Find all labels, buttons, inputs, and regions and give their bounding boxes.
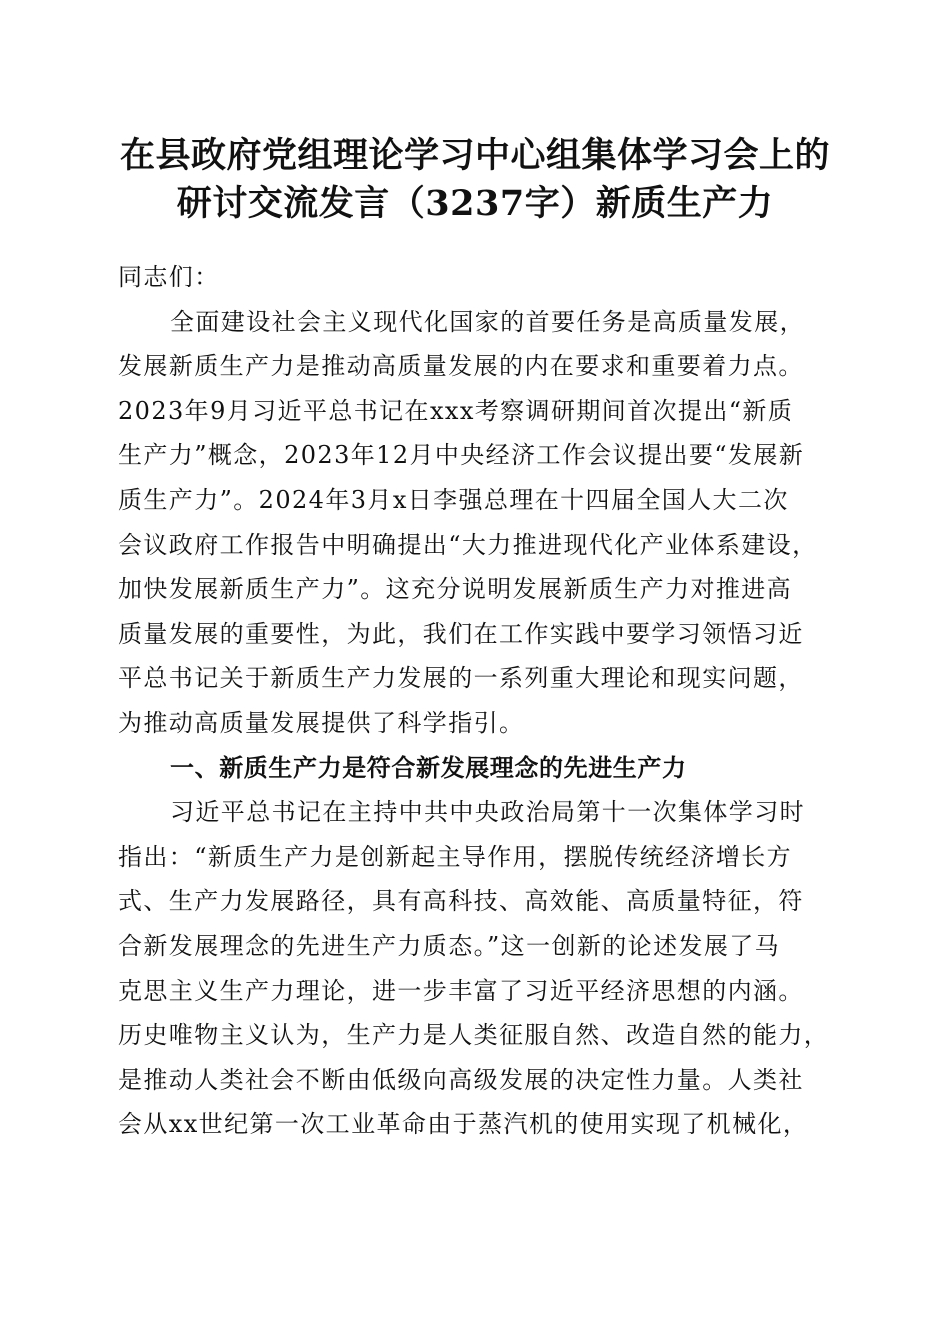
section-heading-1: 一、新质生产力是符合新发展理念的先进生产力 bbox=[170, 753, 687, 782]
paragraph-1 bbox=[118, 300, 838, 746]
paragraph-line: 式、生产力发展路径，具有高科技、高效能、高质量特征，符 bbox=[118, 887, 804, 916]
paragraph-line: 生产力”概念，2023年12月中央经济工作会议提出要“发展新 bbox=[118, 441, 805, 470]
paragraph-line: 加快发展新质生产力”。这充分说明发展新质生产力对推进高 bbox=[118, 575, 793, 604]
paragraph-line: 为推动高质量发展提供了科学指引。 bbox=[118, 708, 525, 737]
paragraph-line: 平总书记关于新质生产力发展的一系列重大理论和现实问题， bbox=[118, 664, 804, 693]
paragraph-line: 会议政府工作报告中明确提出“大力推进现代化产业体系建设， bbox=[118, 530, 818, 559]
document-body bbox=[118, 255, 838, 1147]
paragraph-line: 质量发展的重要性，为此，我们在工作实践中要学习领悟习近 bbox=[118, 619, 804, 648]
paragraph-line: 克思主义生产力理论，进一步丰富了习近平经济思想的内涵。 bbox=[118, 976, 804, 1005]
paragraph-line: 习近平总书记在主持中共中央政治局第十一次集体学习时 bbox=[170, 798, 805, 827]
paragraph-2 bbox=[118, 790, 838, 1147]
paragraph-line: 历史唯物主义认为，生产力是人类征服自然、改造自然的能力， bbox=[118, 1021, 830, 1050]
title-line-1: 在县政府党组理论学习中心组集体学习会上的 bbox=[119, 135, 830, 176]
paragraph-line: 是推动人类社会不断由低级向高级发展的决定性力量。人类社 bbox=[118, 1065, 804, 1094]
paragraph-line: 全面建设社会主义现代化国家的首要任务是高质量发展， bbox=[170, 307, 805, 336]
title-line-2: 研讨交流发言（3237字）新质生产力 bbox=[176, 183, 774, 224]
paragraph-line: 指出：“新质生产力是创新起主导作用，摆脱传统经济增长方 bbox=[118, 842, 793, 871]
paragraph-line: 质生产力”。2024年3月x日李强总理在十四届全国人大二次 bbox=[118, 485, 789, 514]
paragraph-line: 会从xx世纪第一次工业革命由于蒸汽机的使用实现了机械化， bbox=[118, 1110, 809, 1139]
salutation: 同志们： bbox=[118, 263, 220, 291]
paragraph-line: 发展新质生产力是推动高质量发展的内在要求和重要着力点。 bbox=[118, 352, 804, 381]
document-title bbox=[60, 132, 890, 228]
paragraph-line: 2023年9月习近平总书记在xxx考察调研期间首次提出“新质 bbox=[118, 396, 794, 425]
paragraph-line: 合新发展理念的先进生产力质态。”这一创新的论述发展了马 bbox=[118, 931, 781, 960]
